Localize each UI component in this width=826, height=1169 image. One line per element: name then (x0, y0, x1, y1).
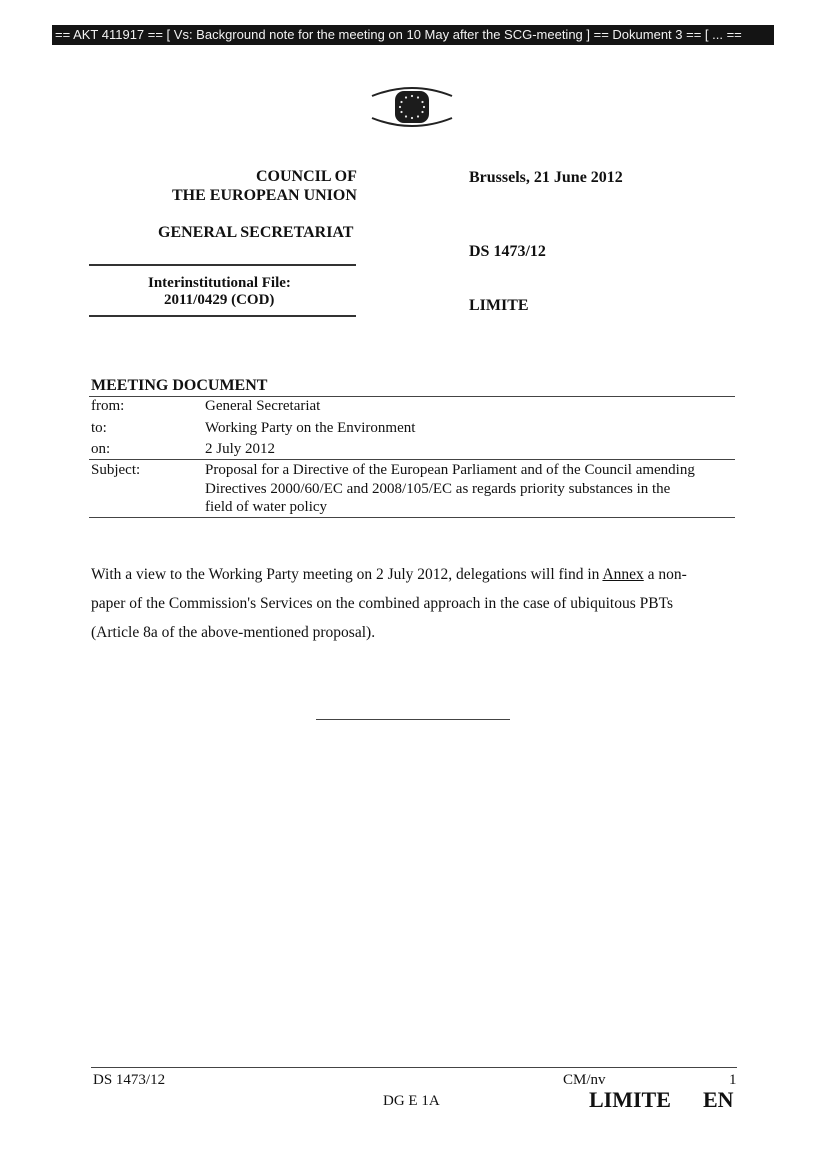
footer-initials: CM/nv (563, 1072, 606, 1088)
on-value: 2 July 2012 (205, 441, 276, 457)
meeting-document-title: MEETING DOCUMENT (91, 377, 268, 394)
subject-rule (89, 517, 735, 518)
from-value: General Secretariat (205, 398, 321, 414)
footer-language: EN (703, 1087, 734, 1112)
subject-line-3: field of water policy (205, 499, 328, 515)
document-banner: == AKT 411917 == [ Vs: Background note for the meeting on 10 May after the SCG-meeting ] == Dokument 3 == [ ... == (52, 25, 774, 45)
on-label: on: (91, 441, 111, 457)
footer-page-number: 1 (729, 1072, 737, 1088)
meeting-title-rule (89, 396, 735, 397)
council-line-1: COUNCIL OF (256, 168, 357, 185)
footer-doc-ref: DS 1473/12 (93, 1072, 166, 1088)
classification-label: LIMITE (469, 297, 529, 314)
to-label: to: (91, 420, 107, 436)
council-line-2: THE EUROPEAN UNION (172, 187, 357, 204)
file-divider (89, 315, 356, 317)
body-line-1-start: With a view to the Working Party meeting on 2 July 2012, delegations will find in (91, 566, 603, 583)
body-line-1-end: a non- (643, 566, 687, 583)
body-line-2: paper of the Commission's Services on the combined approach in the case of ubiquitous PBTs (91, 595, 673, 612)
subject-line-1: Proposal for a Directive of the European Parliament and of the Council amending (205, 462, 695, 478)
subject-line-2: Directives 2000/60/EC and 2008/105/EC as regards priority substances in the (205, 481, 671, 497)
general-secretariat: GENERAL SECRETARIAT (158, 224, 354, 241)
header-divider (89, 264, 356, 266)
interinstitutional-file-number: 2011/0429 (COD) (164, 292, 275, 308)
body-line-1 (91, 560, 687, 589)
council-emblem-icon (368, 84, 456, 130)
document-reference: DS 1473/12 (469, 243, 546, 260)
interinstitutional-file-label: Interinstitutional File: (148, 275, 291, 291)
footer-rule (91, 1067, 737, 1068)
body-line-3: (Article 8a of the above-mentioned proposal). (91, 624, 376, 641)
footer-dg: DG E 1A (383, 1093, 440, 1109)
to-value: Working Party on the Environment (205, 420, 416, 436)
from-label: from: (91, 398, 125, 414)
body-end-rule (316, 719, 510, 720)
subject-label: Subject: (91, 462, 141, 478)
document-date: Brussels, 21 June 2012 (469, 169, 623, 186)
footer-classification: LIMITE (589, 1087, 671, 1112)
meeting-details-rule (89, 459, 735, 460)
annex-link[interactable]: Annex (602, 566, 644, 583)
